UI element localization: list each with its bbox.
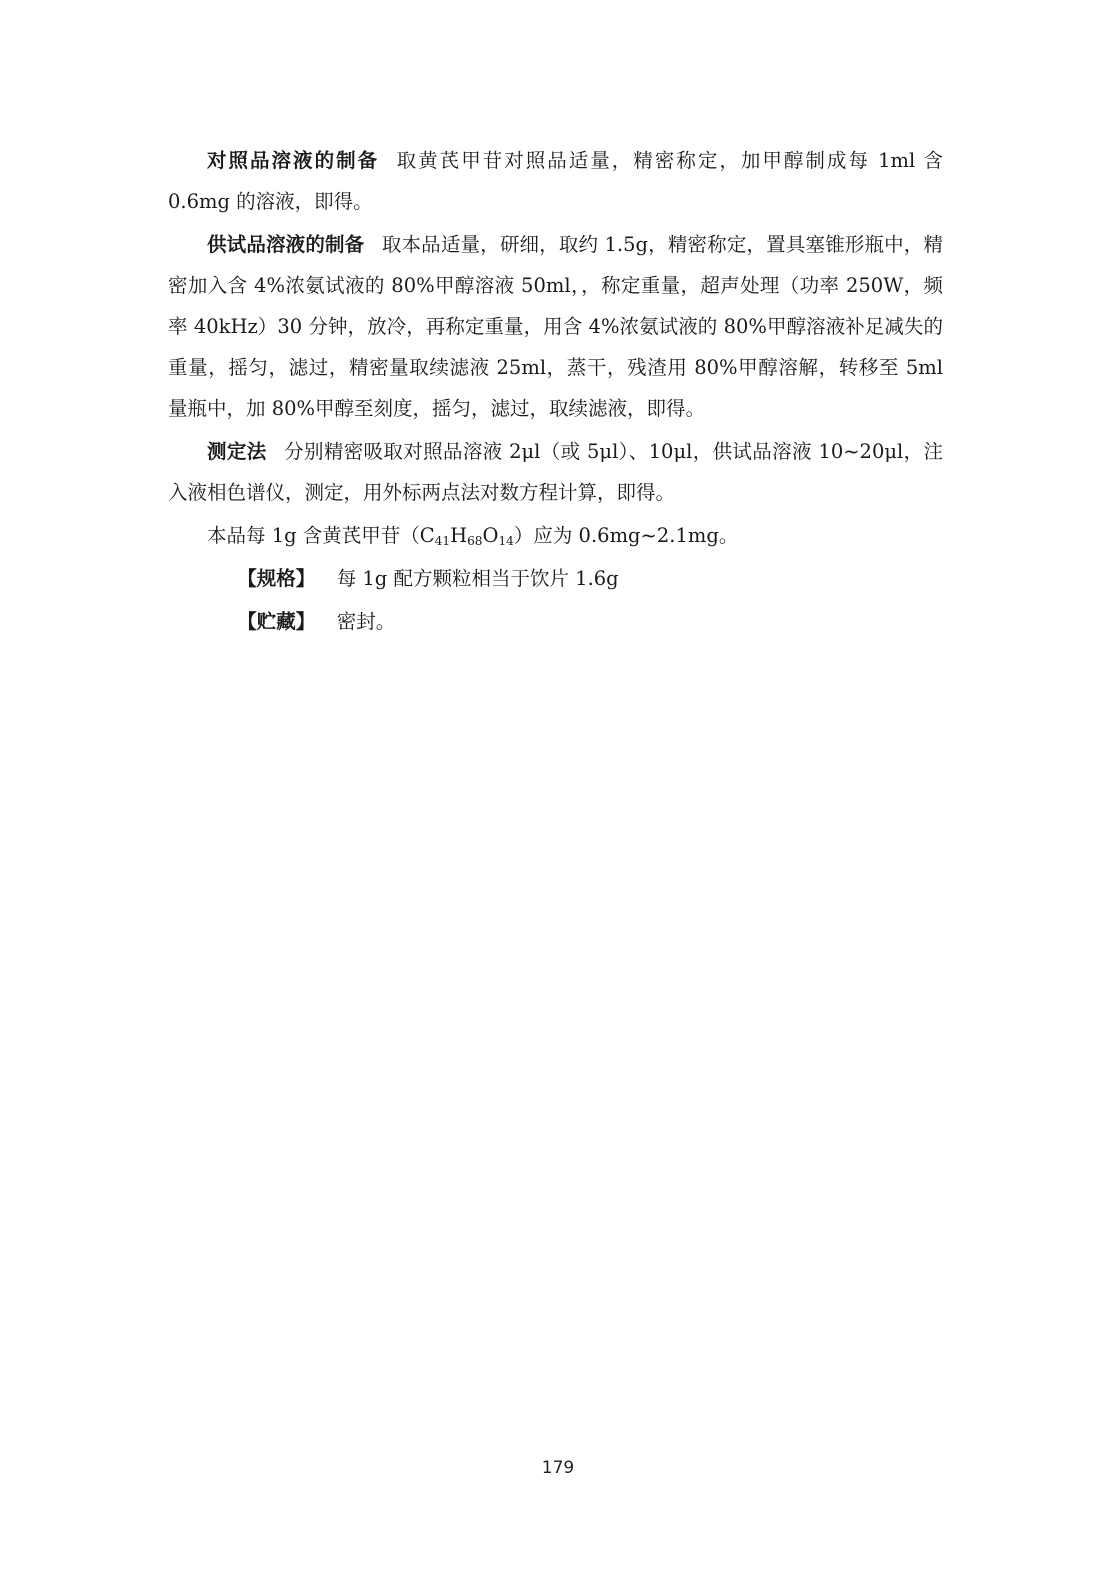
sample-solution-heading: 供试品溶液的制备: [207, 233, 365, 256]
storage-paragraph: [168, 601, 943, 642]
method-paragraph: [168, 431, 943, 513]
reference-solution-text: 取黄芪甲苷对照品适量，精密称定，加甲醇制成每 1ml 含 0.6mg 的溶液，即得。: [168, 149, 943, 213]
formula-subscript-o: 14: [498, 534, 514, 549]
spec-paragraph: [168, 558, 943, 599]
content-suffix: ）应为 0.6mg~2.1mg。: [513, 524, 739, 547]
document-body: [168, 140, 943, 642]
formula-subscript-h: 68: [467, 534, 483, 549]
content-requirement-paragraph: [168, 515, 943, 556]
storage-heading: 【贮藏】: [237, 610, 316, 633]
reference-solution-paragraph: [168, 140, 943, 222]
formula-subscript-c: 41: [434, 534, 451, 549]
page-number: 179: [541, 1458, 575, 1478]
storage-text: 密封。: [336, 610, 396, 633]
content-prefix: 本品每 1g 含黄芪甲苷（C: [207, 524, 435, 547]
formula-o: O: [482, 524, 499, 547]
sample-solution-paragraph: [168, 224, 943, 429]
sample-solution-text: 取本品适量，研细，取约 1.5g，精密称定，置具塞锥形瓶中，精密加入含 4%浓氨试液的 80%甲醇溶液 50ml，，称定重量，超声处理（功率 250W，频率 40kHz）30 分钟，放冷，再称定重量，用含 4%浓氨试液的 80%甲醇溶液补足减失的重量，摇匀，滤过，精密量取续滤液 25ml，蒸干，残渣用 80%甲醇溶解，转移至 5ml 量瓶中，加 80%甲醇至刻度，摇匀，滤过，取续滤液，即得。: [168, 233, 943, 420]
method-heading: 测定法: [207, 440, 267, 463]
spec-heading: 【规格】: [237, 567, 316, 590]
formula-h: H: [450, 524, 468, 547]
spec-text: 每 1g 配方颗粒相当于饮片 1.6g: [336, 567, 619, 590]
reference-solution-heading: 对照品溶液的制备: [207, 149, 380, 172]
method-text: 分别精密吸取对照品溶液 2μl（或 5μl）、10μl，供试品溶液 10~20μl，注入液相色谱仪，测定，用外标两点法对数方程计算，即得。: [168, 440, 943, 504]
